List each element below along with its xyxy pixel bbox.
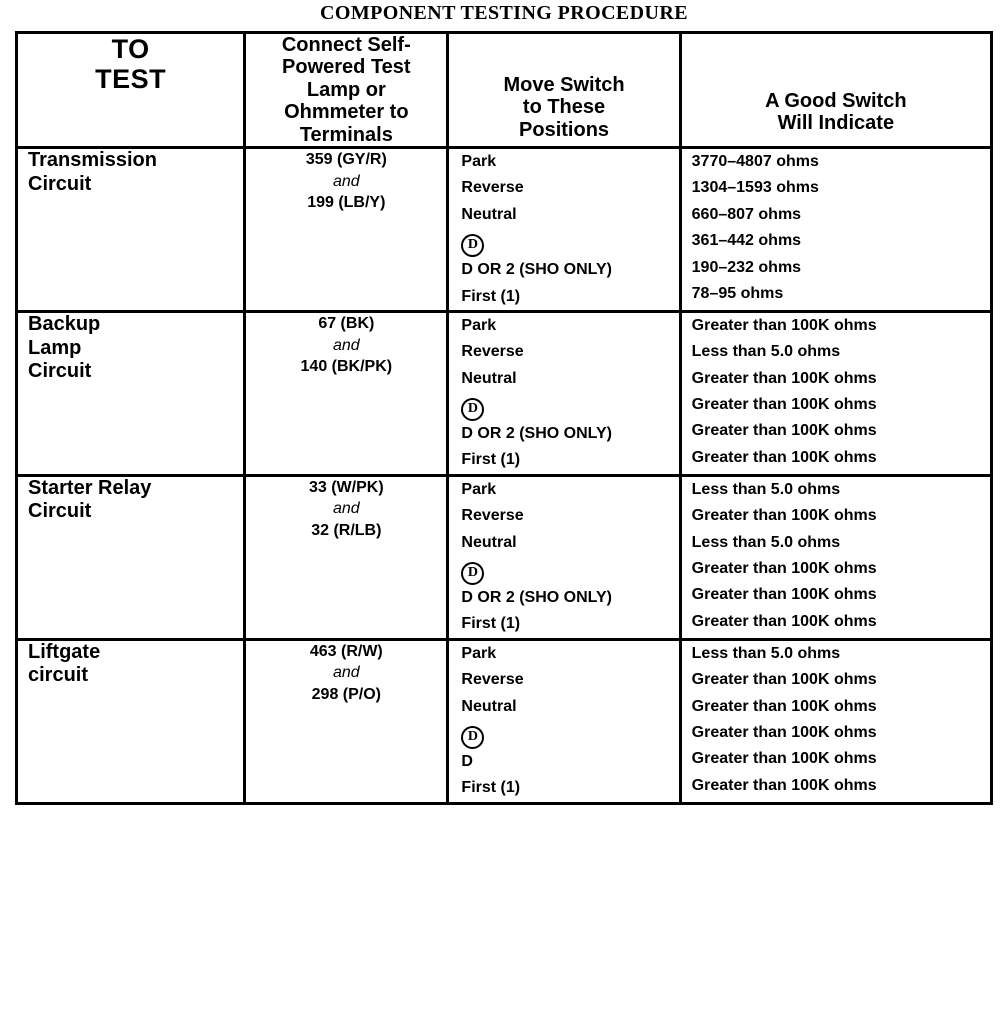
header-line: Positions <box>519 118 610 141</box>
indication-value: 3770–4807 ohms <box>691 152 819 170</box>
indication-value: 1304–1593 ohms <box>691 179 819 197</box>
indication-value: 78–95 ohms <box>691 284 784 302</box>
circled-d-icon: D <box>461 398 484 421</box>
switch-position: Park <box>461 316 497 334</box>
indication-value: Greater than 100K ohms <box>691 316 877 334</box>
terminal-first: 463 (R/W) <box>309 642 383 660</box>
switch-position: First (1) <box>461 615 521 633</box>
switch-position-drive <box>461 556 678 585</box>
cell-to-test <box>17 311 245 475</box>
table-row <box>17 475 992 639</box>
switch-position: Neutral <box>461 533 517 551</box>
header-line: to These <box>522 96 606 119</box>
switch-position: Neutral <box>461 205 517 223</box>
switch-position: D <box>461 752 473 770</box>
cell-switch-positions <box>448 475 680 639</box>
header-line: Ohmmeter to <box>284 101 409 124</box>
terminal-second: 140 (BK/PK) <box>300 358 393 376</box>
header-line: TO <box>111 34 150 64</box>
indication-value: Greater than 100K ohms <box>691 723 877 741</box>
cell-terminals <box>245 311 448 475</box>
terminal-conjunction: and <box>332 664 360 682</box>
indication-value: Greater than 100K ohms <box>691 586 877 604</box>
cell-indications <box>680 147 991 311</box>
switch-position: Reverse <box>461 671 524 689</box>
switch-position: Neutral <box>461 369 517 387</box>
indication-value: Less than 5.0 ohms <box>691 644 841 662</box>
test-name-line: Circuit <box>28 360 92 383</box>
terminal-first: 67 (BK) <box>318 314 375 332</box>
test-name-line: Backup <box>28 312 101 335</box>
terminal-first: 33 (W/PK) <box>308 478 384 496</box>
table-row <box>17 311 992 475</box>
test-name-line: Circuit <box>28 500 92 523</box>
indication-value: Greater than 100K ohms <box>691 697 877 715</box>
test-name-line: circuit <box>28 664 89 687</box>
indication-value: Greater than 100K ohms <box>691 612 877 630</box>
switch-position: First (1) <box>461 779 521 797</box>
indication-value: Less than 5.0 ohms <box>691 533 841 551</box>
cell-switch-positions <box>448 639 680 803</box>
column-header-move-switch <box>448 33 680 148</box>
table-body <box>17 147 992 803</box>
switch-position: Park <box>461 480 497 498</box>
switch-position: Park <box>461 152 497 170</box>
switch-position-drive <box>461 720 678 749</box>
table-row <box>17 147 992 311</box>
indication-value: Greater than 100K ohms <box>691 750 877 768</box>
indication-value: Greater than 100K ohms <box>691 396 877 414</box>
cell-indications <box>680 639 991 803</box>
indication-value: Greater than 100K ohms <box>691 776 877 794</box>
switch-position: Park <box>461 644 497 662</box>
test-name-line: Circuit <box>28 172 92 195</box>
cell-terminals <box>245 475 448 639</box>
switch-position: D OR 2 (SHO ONLY) <box>461 425 612 443</box>
terminal-conjunction: and <box>332 500 360 518</box>
test-name-line: Liftgate <box>28 640 101 663</box>
indication-value: 190–232 ohms <box>691 258 802 276</box>
terminal-conjunction: and <box>332 336 360 354</box>
indication-value: Greater than 100K ohms <box>691 422 877 440</box>
indication-value: 361–442 ohms <box>691 232 802 250</box>
table-header <box>17 33 992 148</box>
indication-value: Greater than 100K ohms <box>691 560 877 578</box>
switch-position: Reverse <box>461 343 524 361</box>
header-line: Terminals <box>299 123 393 146</box>
circled-d-icon: D <box>461 562 484 585</box>
switch-position: Reverse <box>461 179 524 197</box>
header-line: A Good Switch <box>765 90 907 112</box>
cell-terminals <box>245 147 448 311</box>
switch-position: First (1) <box>461 451 521 469</box>
column-header-connect-terminals <box>245 33 448 148</box>
header-line: Powered Test <box>282 56 411 79</box>
cell-indications <box>680 475 991 639</box>
indication-value: 660–807 ohms <box>691 205 802 223</box>
indication-value: Less than 5.0 ohms <box>691 343 841 361</box>
header-line: Lamp or <box>306 78 386 101</box>
header-line: Move Switch <box>503 74 625 96</box>
header-line: TEST <box>95 64 167 95</box>
circled-d-icon: D <box>461 234 484 257</box>
switch-position: Neutral <box>461 697 517 715</box>
terminal-second: 298 (P/O) <box>311 686 381 703</box>
header-line: Connect Self- <box>281 34 411 56</box>
column-header-good-switch-indicates <box>680 33 991 148</box>
test-name-line: Lamp <box>28 336 82 359</box>
table-header-row <box>17 33 992 148</box>
switch-position-drive <box>461 392 678 421</box>
cell-switch-positions <box>448 147 680 311</box>
cell-to-test <box>17 475 245 639</box>
cell-indications <box>680 311 991 475</box>
column-header-to-test <box>17 33 245 148</box>
terminal-first: 359 (GY/R) <box>305 150 387 168</box>
indication-value: Greater than 100K ohms <box>691 369 877 387</box>
circled-d-icon: D <box>461 726 484 749</box>
cell-switch-positions <box>448 311 680 475</box>
page-title: COMPONENT TESTING PROCEDURE <box>320 2 688 24</box>
table-row <box>17 639 992 803</box>
terminal-second: 32 (R/LB) <box>311 522 382 540</box>
switch-position-drive <box>461 228 678 257</box>
switch-position: First (1) <box>461 287 521 305</box>
indication-value: Greater than 100K ohms <box>691 671 877 689</box>
cell-terminals <box>245 639 448 803</box>
header-line: Will Indicate <box>777 112 895 135</box>
cell-to-test <box>17 147 245 311</box>
test-name-line: Transmission <box>28 148 157 171</box>
indication-value: Greater than 100K ohms <box>691 448 877 466</box>
cell-to-test <box>17 639 245 803</box>
switch-position: D OR 2 (SHO ONLY) <box>461 261 612 279</box>
switch-position: D OR 2 (SHO ONLY) <box>461 589 612 607</box>
test-name-line: Starter Relay <box>28 476 152 499</box>
terminal-conjunction: and <box>332 172 360 190</box>
component-testing-table <box>15 31 993 805</box>
indication-value: Less than 5.0 ohms <box>691 480 841 498</box>
switch-position: Reverse <box>461 507 524 525</box>
indication-value: Greater than 100K ohms <box>691 507 877 525</box>
terminal-second: 199 (LB/Y) <box>307 194 386 212</box>
